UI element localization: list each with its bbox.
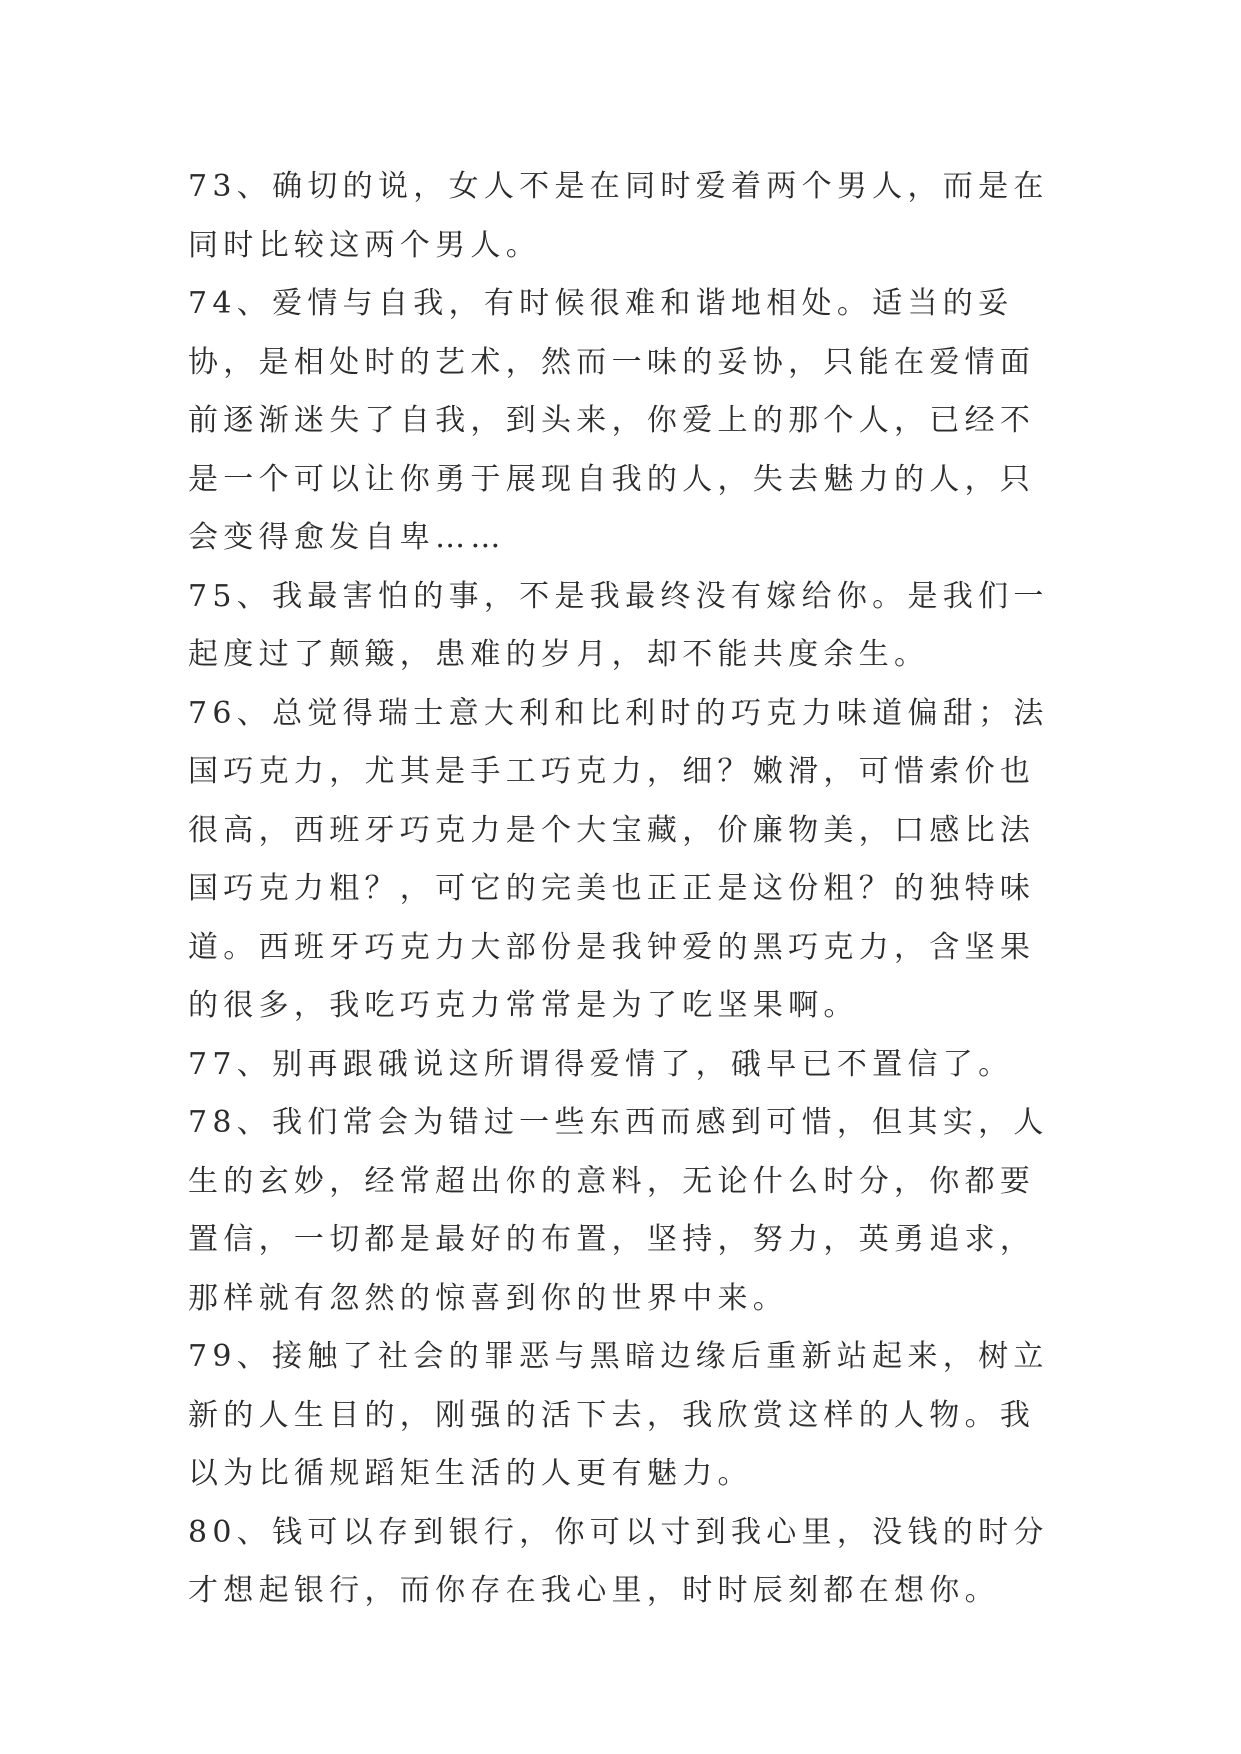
document-body (188, 158, 1066, 1621)
paragraph-78: 78、我们常会为错过一些东西而感到可惜，但其实，人生的玄妙，经常超出你的意料，无论什么时分，你都要置信，一切都是最好的布置，坚持，努力，英勇追求，那样就有忽然的惊喜到你的世界中来。 (188, 1105, 1049, 1316)
paragraph-79: 79、接触了社会的罪恶与黑暗边缘后重新站起来，树立新的人生目的，刚强的活下去，我欣赏这样的人物。我以为比循规蹈矩生活的人更有魅力。 (188, 1339, 1049, 1491)
paragraph-75: 75、我最害怕的事，不是我最终没有嫁给你。是我们一起度过了颠簸，患难的岁月，却不能共度余生。 (188, 578, 1049, 672)
paragraph-74: 74、爱情与自我，有时候很难和谐地相处。适当的妥协，是相处时的艺术，然而一味的妥协，只能在爱情面前逐渐迷失了自我，到头来，你爱上的那个人，已经不是一个可以让你勇于展现自我的人，失去魅力的人，只会变得愈发自卑…… (188, 286, 1036, 555)
paragraph-76: 76、总觉得瑞士意大利和比利时的巧克力味道偏甜；法国巧克力，尤其是手工巧克力，细？嫩滑，可惜索价也很高，西班牙巧克力是个大宝藏，价廉物美，口感比法国巧克力粗？，可它的完美也正正是这份粗？的独特味道。西班牙巧克力大部份是我钟爱的黑巧克力，含坚果的很多，我吃巧克力常常是为了吃坚果啊。 (188, 695, 1049, 1023)
paragraph-80: 80、钱可以存到银行，你可以寸到我心里，没钱的时分才想起银行，而你存在我心里，时时辰刻都在想你。 (188, 1514, 1049, 1608)
paragraph-77: 77、别再跟硪说这所谓得爱情了，硪早已不置信了。 (188, 1046, 1014, 1082)
paragraph-73: 73、确切的说，女人不是在同时爱着两个男人，而是在同时比较这两个男人。 (188, 169, 1049, 263)
